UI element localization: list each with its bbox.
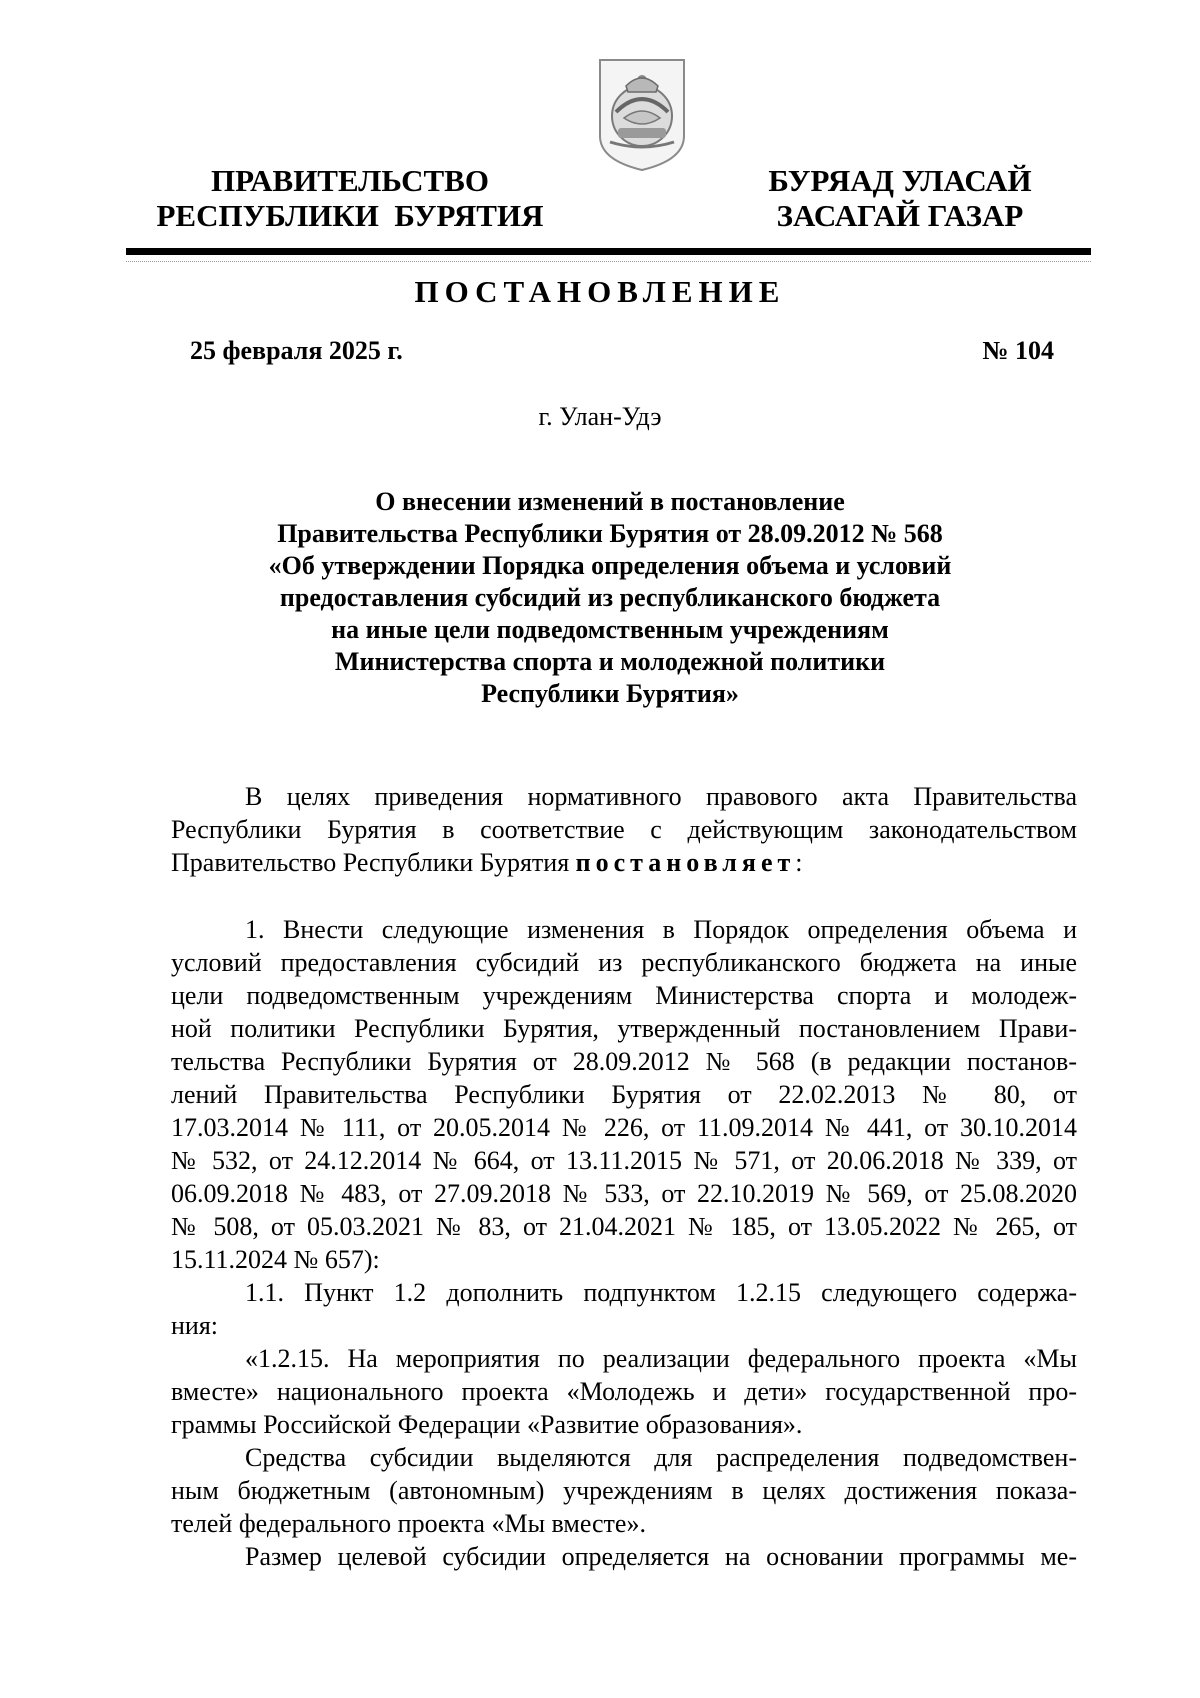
item1-line: № 532, от 24.12.2014 № 664, от 13.11.2015 № 571, от 20.06.2018 № 339, от bbox=[171, 1146, 1077, 1175]
item1215-line: граммы Российской Федерации «Развитие образования». bbox=[171, 1410, 803, 1439]
funds-line: Средства субсидии выделяются для распределения подведомствен- bbox=[245, 1443, 1077, 1472]
item1-line: 06.09.2018 № 483, от 27.09.2018 № 533, от 22.10.2019 № 569, от 25.08.2020 bbox=[171, 1179, 1077, 1208]
item11-line: 1.1. Пункт 1.2 дополнить подпунктом 1.2.15 следующего содержа- bbox=[245, 1278, 1077, 1307]
size-line: Размер целевой субсидии определяется на основании программы ме- bbox=[245, 1542, 1077, 1571]
preamble-line-final bbox=[171, 846, 1077, 879]
title-line: «Об утверждении Порядка определения объема и условий bbox=[268, 551, 952, 580]
item1-line: 15.11.2024 № 657): bbox=[171, 1245, 380, 1274]
title-line: предоставления субсидий из республиканского бюджета bbox=[279, 583, 941, 612]
title-line: О внесении изменений в постановление bbox=[375, 487, 845, 516]
document-body bbox=[171, 780, 1077, 1573]
header-left-line2: РЕСПУБЛИКИ БУРЯТИЯ bbox=[156, 198, 544, 233]
funds-line: ным бюджетным (автономным) учреждениям в целях достижения показа- bbox=[171, 1476, 1077, 1505]
item1-line: 17.03.2014 № 111, от 20.05.2014 № 226, от 11.09.2014 № 441, от 30.10.2014 bbox=[171, 1113, 1077, 1142]
preamble-text: Правительство Республики Бурятия bbox=[171, 848, 576, 877]
header-left-line1: ПРАВИТЕЛЬСТВО bbox=[211, 163, 489, 198]
title-line: Правительства Республики Бурятия от 28.09.2012 № 568 bbox=[277, 519, 943, 548]
header-right bbox=[730, 163, 1070, 233]
resolves-keyword: постановляет bbox=[575, 848, 796, 877]
header-right-line1: БУРЯАД УЛАСАЙ bbox=[768, 163, 1032, 198]
title-line: Республики Бурятия» bbox=[481, 679, 739, 708]
document-type: ПОСТАНОВЛЕНИЕ bbox=[414, 274, 786, 309]
header-divider-thin bbox=[126, 261, 1091, 262]
item1-line: № 508, от 05.03.2021 № 83, от 21.04.2021 № 185, от 13.05.2022 № 265, от bbox=[171, 1212, 1077, 1241]
header-right-line2: ЗАСАГАЙ ГАЗАР bbox=[776, 198, 1024, 233]
item1-line: условий предоставления субсидий из республиканского бюджета на иные bbox=[171, 948, 1077, 977]
item1215-line: вместе» национального проекта «Молодежь и дети» государственной про- bbox=[171, 1377, 1077, 1406]
header-left bbox=[140, 163, 560, 233]
preamble-line: В целях приведения нормативного правового акта Правительства bbox=[245, 782, 1077, 811]
title-line: на иные цели подведомственным учреждениям bbox=[331, 615, 889, 644]
item1-line: лений Правительства Республики Бурятия от 22.02.2013 № 80, от bbox=[171, 1080, 1077, 1109]
item1-line: 1. Внести следующие изменения в Порядок определения объема и bbox=[245, 915, 1077, 944]
document-title bbox=[170, 486, 1050, 710]
funds-line: телей федерального проекта «Мы вместе». bbox=[171, 1509, 646, 1538]
document-number: № 104 bbox=[982, 336, 1054, 365]
coat-of-arms-icon bbox=[596, 56, 688, 174]
item1-line: тельства Республики Бурятия от 28.09.2012 № 568 (в редакции постанов- bbox=[171, 1047, 1077, 1076]
document-date: 25 февраля 2025 г. bbox=[190, 336, 403, 365]
item1-line: цели подведомственным учреждениям Министерства спорта и молодеж- bbox=[171, 981, 1077, 1010]
item1215-line: «1.2.15. На мероприятия по реализации федерального проекта «Мы bbox=[245, 1344, 1077, 1373]
document-city: г. Улан-Удэ bbox=[538, 402, 662, 431]
preamble-colon: : bbox=[795, 848, 803, 877]
title-line: Министерства спорта и молодежной политики bbox=[334, 647, 886, 676]
item1-line: ной политики Республики Бурятия, утвержденный постановлением Прави- bbox=[171, 1014, 1077, 1043]
preamble-line: Республики Бурятия в соответствие с действующим законодательством bbox=[171, 815, 1077, 844]
header-divider-thick bbox=[126, 248, 1091, 255]
item11-line: ния: bbox=[171, 1311, 219, 1340]
